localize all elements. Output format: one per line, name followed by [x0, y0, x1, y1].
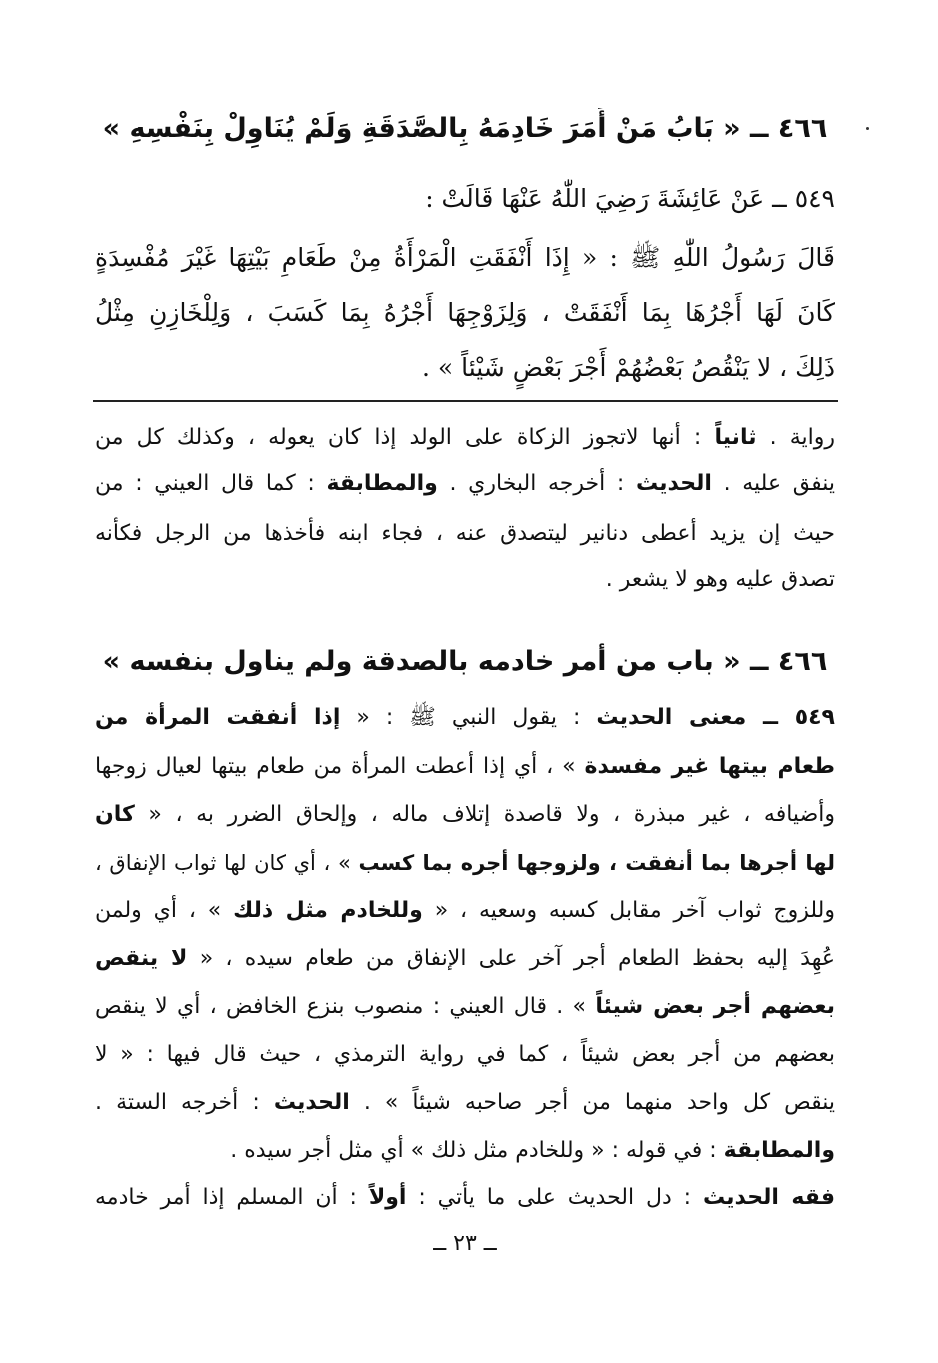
commentary-quote: كان — [95, 802, 135, 827]
print-speck — [866, 127, 869, 130]
commentary-text: : يقول النبي ﷺ : « — [340, 705, 597, 730]
commentary-text: عُهِدَ إليه بحفظ الطعام أجر آخر على الإنفاق من طعام سيده ، « — [187, 946, 835, 971]
hadith-line-3: ذَلِكَ ، لا يَنْقُصُ بَعْضُهُمْ أَجْرَ بَعْضٍ شَيْئاً » . — [421, 353, 835, 382]
commentary-text: : أن المسلم إذا أمر خادمه — [95, 1185, 369, 1210]
page-number: ــ ٢٣ ــ — [433, 1231, 497, 1256]
section-title-top: ٤٦٦ ــ « بَابُ مَنْ أَمَرَ خَادِمَهُ بِالصَّدَقَةِ وَلَمْ يُنَاوِلْ بِنَفْسِهِ » — [102, 113, 828, 144]
commentary-text: » ، أي إذا أعطت المرأة من طعام بيتها لعيال زوجها — [95, 754, 585, 779]
commentary-text: ينقص كل واحد منهما من أجر صاحبه شيئاً » . — [349, 1090, 835, 1115]
footnote-keyword: ثانياً — [714, 425, 757, 450]
commentary-text: وللزوج ثواب آخر مقابل كسبه وسعيه ، « — [422, 898, 835, 923]
commentary-quote: بعضهم أجر بعض شيئاً — [595, 994, 835, 1019]
footnote-text: ينفق عليه . — [711, 471, 835, 496]
section-title-commentary: ٤٦٦ ــ « باب من أمر خادمه بالصدقة ولم يناول بنفسه » — [102, 646, 828, 677]
commentary-line-10 — [95, 1131, 835, 1171]
footnote-divider — [93, 400, 838, 402]
footnote-text: رواية . — [756, 425, 835, 450]
footnote-keyword: والمطابقة — [326, 471, 438, 496]
commentary-text: » . قال العيني : منصوب بنزع الخافض ، أي لا ينقص — [95, 994, 596, 1019]
commentary-keyword: فقه الحديث — [702, 1185, 835, 1210]
commentary-line-8: بعضهم من أجر بعض شيئاً ، كما في رواية الترمذي ، حيث قال فيها : « لا — [95, 1042, 835, 1067]
commentary-line-5 — [95, 891, 835, 931]
footnote-line-4: تصدق عليه وهو لا يشعر . — [605, 567, 835, 592]
commentary-line-4 — [95, 843, 835, 883]
commentary-line-1 — [95, 698, 835, 738]
commentary-line-6 — [95, 939, 835, 979]
commentary-line-11 — [95, 1178, 835, 1218]
commentary-keyword: أولاً — [368, 1185, 407, 1210]
footnote-keyword: الحديث — [636, 471, 712, 496]
commentary-text: وأضيافه ، غير مبذرة ، ولا قاصدة إتلاف ماله ، وإلحاق الضرر به ، « — [134, 802, 835, 827]
commentary-quote: لا ينقص — [95, 946, 188, 971]
footnote-line-3: حيث إن يزيد أعطى دنانير ليتصدق عنه ، فجاء ابنه فأخذها من الرجل فكأنه — [95, 521, 835, 546]
commentary-keyword: الحديث — [273, 1090, 350, 1115]
commentary-line-2 — [95, 747, 835, 787]
commentary-quote: وللخادم مثل ذلك — [233, 898, 423, 923]
commentary-line-3 — [95, 795, 835, 835]
hadith-line-2: كَانَ لَهَا أَجْرُهَا بِمَا أَنْفَقَتْ ، وَلِزَوْجِهَا أَجْرُهُ بِمَا كَسَبَ ، وَلِلْخَازِنِ مِثْلُ — [95, 298, 835, 327]
commentary-keyword: ٥٤٩ ــ معنى الحديث — [596, 705, 835, 730]
commentary-keyword: والمطابقة — [723, 1138, 835, 1163]
commentary-quote: طعام بيتها غير مفسدة — [584, 754, 835, 779]
hadith-line-1: قَالَ رَسُولُ اللّٰهِ ﷺ : « إِذَا أَنْفَقَتِ الْمَرْأَةُ مِنْ طَعَامِ بَيْتِهَا غَيْرَ مُفْسِدَةٍ — [95, 243, 835, 272]
commentary-text: : أخرجه الستة . — [95, 1090, 274, 1115]
footnote-line-1 — [95, 418, 835, 458]
commentary-text: » ، أي ولمن — [95, 898, 234, 923]
footnote-text: : أخرجه البخاري . — [437, 471, 636, 496]
commentary-line-7 — [95, 987, 835, 1027]
footnote-text: : كما قال العيني : من — [95, 471, 327, 496]
commentary-text: » ، أي كان لها ثواب الإنفاق ، — [95, 851, 359, 875]
commentary-quote: لها أجرها بما أنفقت ، ولزوجها أجره بما كسب — [358, 851, 835, 875]
footnote-line-2 — [95, 464, 835, 504]
commentary-line-9 — [95, 1083, 835, 1123]
commentary-text: : دل الحديث على ما يأتي : — [406, 1185, 703, 1210]
commentary-text: : في قوله : « وللخادم مثل ذلك » أي مثل أجر سيده . — [230, 1138, 724, 1163]
commentary-quote: إذا أنفقت المرأة من — [95, 705, 341, 730]
hadith-intro: ٥٤٩ ــ عَنْ عَائِشَةَ رَضِيَ اللّٰهُ عَنْهَا قَالَتْ : — [425, 184, 835, 213]
footnote-text: : أنها لاتجوز الزكاة على الولد إذا كان يعوله ، وكذلك كل من — [95, 425, 715, 450]
